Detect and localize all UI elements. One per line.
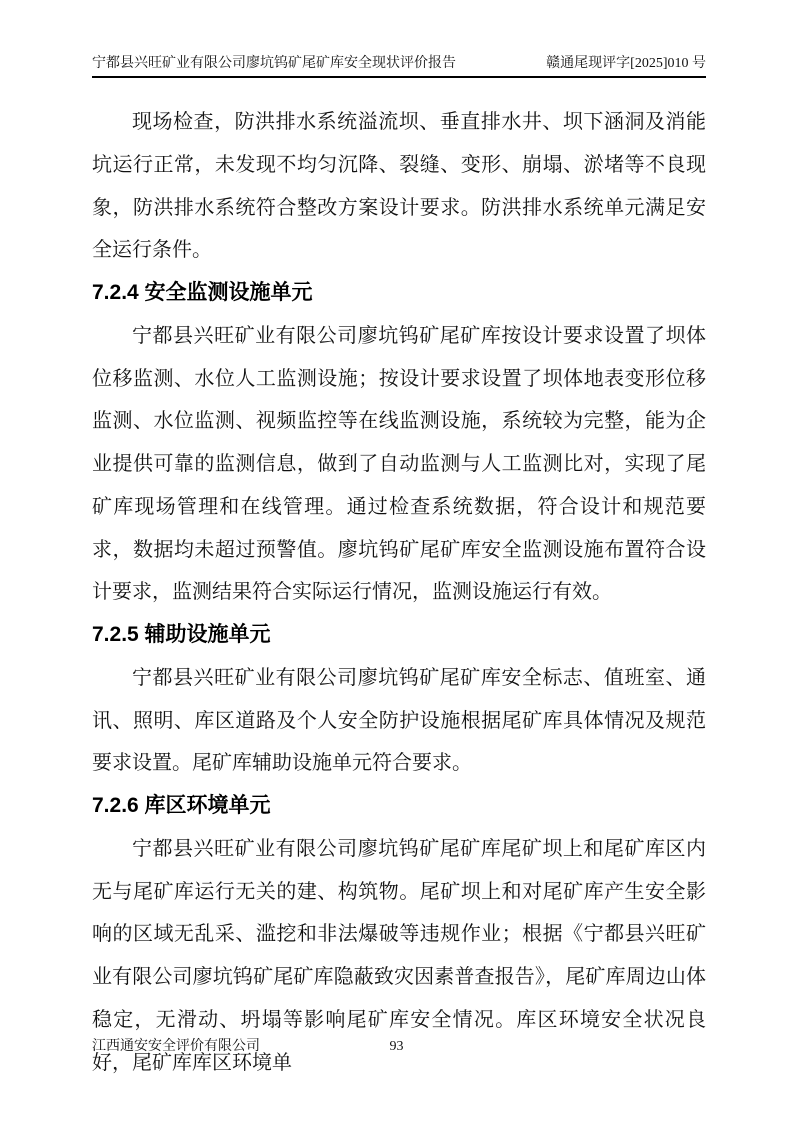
paragraph-flood-drainage-inspection: 现场检查，防洪排水系统溢流坝、垂直排水井、坝下涵洞及消能坑运行正常，未发现不均匀沉降、裂缝、变形、崩塌、淤堵等不良现象，防洪排水系统符合整改方案设计要求。防洪排水系统单元满足安全运行条件。 — [92, 111, 706, 262]
page-header — [92, 55, 706, 78]
paragraph-reservoir-environment: 宁都县兴旺矿业有限公司廖坑钨矿尾矿库尾矿坝上和尾矿库区内无与尾矿库运行无关的建、构筑物。尾矿坝上和对尾矿库产生安全影响的区域无乱采、滥挖和非法爆破等违规作业；根据《宁都县兴旺矿业有限公司廖坑钨矿尾矿库隐蔽致灾因素普查报告》，尾矿库周边山体稳定，无滑动、坍塌等影响尾矿库安全情况。库区环境安全状况良好，尾矿库库区环境单 — [92, 837, 706, 1074]
section-heading-7-2-4-safety-monitoring: 7.2.4 安全监测设施单元 — [92, 281, 313, 304]
paragraph-safety-monitoring-facilities: 宁都县兴旺矿业有限公司廖坑钨矿尾矿库按设计要求设置了坝体位移监测、水位人工监测设施；按设计要求设置了坝体地表变形位移监测、水位监测、视频监控等在线监测设施，系统较为完整，能为企业提供可靠的监测信息，做到了自动监测与人工监测比对，实现了尾矿库现场管理和在线管理。通过检查系统数据，符合设计和规范要求，数据均未超过预警值。廖坑钨矿尾矿库安全监测设施布置符合设计要求，监测结果符合实际运行情况，监测设施运行有效。 — [92, 324, 706, 604]
section-heading-7-2-5-auxiliary-facilities: 7.2.5 辅助设施单元 — [92, 623, 271, 646]
footer-company-name: 江西通安安全评价有限公司 — [92, 1039, 260, 1054]
section-heading-7-2-6-reservoir-environment: 7.2.6 库区环境单元 — [92, 794, 271, 817]
document-body — [92, 101, 706, 1084]
header-doc-number: 赣通尾现评字[2025]010 号 — [546, 56, 706, 71]
paragraph-auxiliary-facilities: 宁都县兴旺矿业有限公司廖坑钨矿尾矿库安全标志、值班室、通讯、照明、库区道路及个人安全防护设施根据尾矿库具体情况及规范要求设置。尾矿库辅助设施单元符合要求。 — [92, 666, 706, 775]
header-report-title: 宁都县兴旺矿业有限公司廖坑钨矿尾矿库安全现状评价报告 — [92, 56, 456, 71]
footer-page-number: 93 — [389, 1039, 404, 1054]
